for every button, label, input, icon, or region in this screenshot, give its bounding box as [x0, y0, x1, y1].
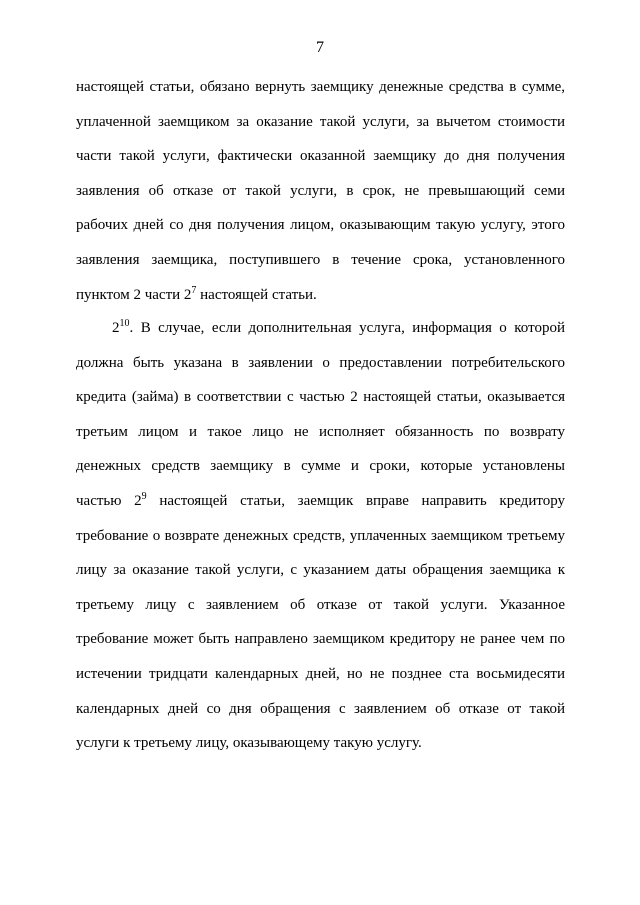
text-fragment: пунктом 2 части 2 [76, 286, 192, 303]
text-line: настоящей статьи, обязано вернуть заемщику денежные средства в сумме, [76, 79, 565, 95]
text-line: рабочих дней со дня получения лицом, оказывающим такую услугу, этого [76, 217, 565, 234]
text-line: требование может быть направлено заемщиком кредитору не ранее чем по [76, 631, 565, 648]
text-line: третьему лицу с заявлением об отказе от такой услуги. Указанное [76, 596, 565, 613]
text-line: третьим лицом и такое лицо не исполняет обязанность по возврату [76, 423, 565, 440]
paragraph-2 [76, 311, 565, 761]
text-line-last [76, 278, 565, 313]
text-fragment: . В случае, если дополнительная услуга, информация о которой [129, 320, 565, 336]
clause-number: 2 [112, 320, 120, 336]
text-line-last: услуги к третьему лицу, оказывающему такую услугу. [76, 735, 422, 752]
superscript: 7 [191, 284, 197, 296]
text-fragment: частью 2 [76, 492, 142, 509]
text-line-reference [76, 484, 565, 519]
text-line: требование о возврате денежных средств, уплаченных заемщиком третьему [76, 527, 565, 544]
page-number: 7 [316, 39, 324, 56]
text-line-first [76, 311, 565, 346]
text-line: календарных дней со дня обращения с заявлением об отказе от такой [76, 700, 565, 717]
paragraph-1 [76, 70, 565, 312]
text-line: должна быть указана в заявлении о предоставлении потребительского [76, 354, 565, 371]
text-line: заявления об отказе от такой услуги, в срок, не превышающий семи [76, 182, 565, 199]
text-line: кредита (займа) в соответствии с частью 2 настоящей статьи, оказывается [76, 389, 565, 406]
text-fragment: настоящей статьи, заемщик вправе направить кредитору [146, 492, 566, 509]
text-line: истечении тридцати календарных дней, но не позднее ста восьмидесяти [76, 665, 565, 682]
text-fragment: настоящей статьи. [196, 286, 317, 303]
clause-number-superscript: 10 [119, 318, 130, 329]
text-line: денежных средств заемщику в сумме и сроки, которые установлены [76, 458, 565, 475]
superscript: 9 [141, 490, 147, 502]
text-line: заявления заемщика, поступившего в течение срока, установленного [76, 251, 565, 268]
text-line: части такой услуги, фактически оказанной заемщику до дня получения [76, 148, 565, 165]
text-line: лицу за оказание такой услуги, с указанием даты обращения заемщика к [76, 562, 565, 579]
text-line: уплаченной заемщиком за оказание такой услуги, за вычетом стоимости [76, 113, 565, 130]
